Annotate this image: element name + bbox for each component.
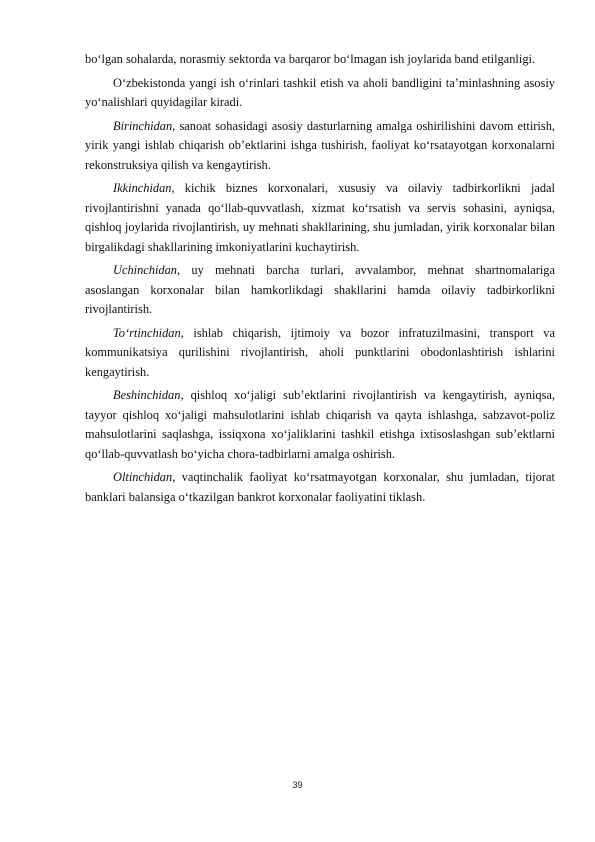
paragraph-text: vaqtinchalik faoliyat ko‘rsatmayotgan korxonalar, shu jumladan, tijorat banklari balansiga o‘tkazilgan bankrot korxonalar faoliyatini tiklash. xyxy=(85,470,555,504)
paragraph-text: qishloq xo‘jaligi sub’ektlarini rivojlantirish va kengaytirish, ayniqsa, tayyor qishloq xo‘jaligi mahsulotlarini ishlab chiqarish va qayta ishlashga, sabzavot-poliz mahsulotlarini saqlashga, issiqxona xo‘jaliklarini tashkil etishga ixtisoslashgan sub’ektlarni qo‘llab-quvvatlash bo‘yicha chora-tadbirlarni amalga oshirish. xyxy=(85,388,555,461)
paragraph-lead: To‘rtinchidan, xyxy=(113,325,184,340)
paragraph-continuation xyxy=(85,50,555,70)
paragraph-text: bo‘lgan sohalarda, norasmiy sektorda va barqaror bo‘lmagan ish joylarida band etilganligi. xyxy=(85,52,536,66)
paragraph-text: sanoat sohasidagi asosiy dasturlarning amalga oshirilishini davom ettirish, yirik yangi ishlab chiqarish ob’ektlarini ishga tushirish, faoliyat ko‘rsatayotgan korxonalarni rekonstruksiya qilish va kengaytirish. xyxy=(85,118,555,172)
paragraph-text: ishlab chiqarish, ijtimoiy va bozor infratuzilmasini, transport va kommunikatsiya qurilishini rivojlantirish, aholi punktlarini obodonlashtirish ishlarini kengaytirish. xyxy=(85,325,555,379)
paragraph-lead: Beshinchidan, xyxy=(113,388,184,402)
paragraph-intro xyxy=(85,74,555,113)
paragraph-fifth-direction xyxy=(85,386,555,464)
paragraph-first-direction xyxy=(85,117,555,176)
paragraph-sixth-direction xyxy=(85,468,555,507)
paragraph-text: O‘zbekistonda yangi ish o‘rinlari tashkil etish va aholi bandligini ta’minlashning asosiy yo‘nalishlari quyidagilar kiradi. xyxy=(85,75,555,109)
page-body xyxy=(85,50,555,511)
page-number: 39 xyxy=(292,780,303,790)
paragraph-second-direction xyxy=(85,179,555,257)
paragraph-lead: Uchinchidan, xyxy=(113,263,181,277)
paragraph-text: uy mehnati barcha turlari, avvalambor, mehnat shartnomalariga asoslangan korxonalar bilan hamkorlikdagi shakllarini hamda oilaviy tadbirkorlikni rivojlantirish. xyxy=(85,263,555,316)
paragraph-lead: Ikkinchidan, xyxy=(113,181,175,195)
paragraph-text: kichik biznes korxonalari, xususiy va oilaviy tadbirkorlikni jadal rivojlantirishni yanada qo‘llab-quvvatlash, xizmat ko‘rsatish va servis sohasini, ayniqsa, qishloq joylarida rivojlantirish, uy mehnati shakllarining, shu jumladan, yirik korxonalar bilan birgalikdagi shakllarining imkoniyatlarini kuchaytirish. xyxy=(85,181,555,254)
paragraph-lead: Birinchidan, xyxy=(113,118,176,133)
paragraph-lead: Oltinchidan, xyxy=(113,470,176,484)
paragraph-third-direction xyxy=(85,261,555,320)
paragraph-fourth-direction xyxy=(85,324,555,383)
